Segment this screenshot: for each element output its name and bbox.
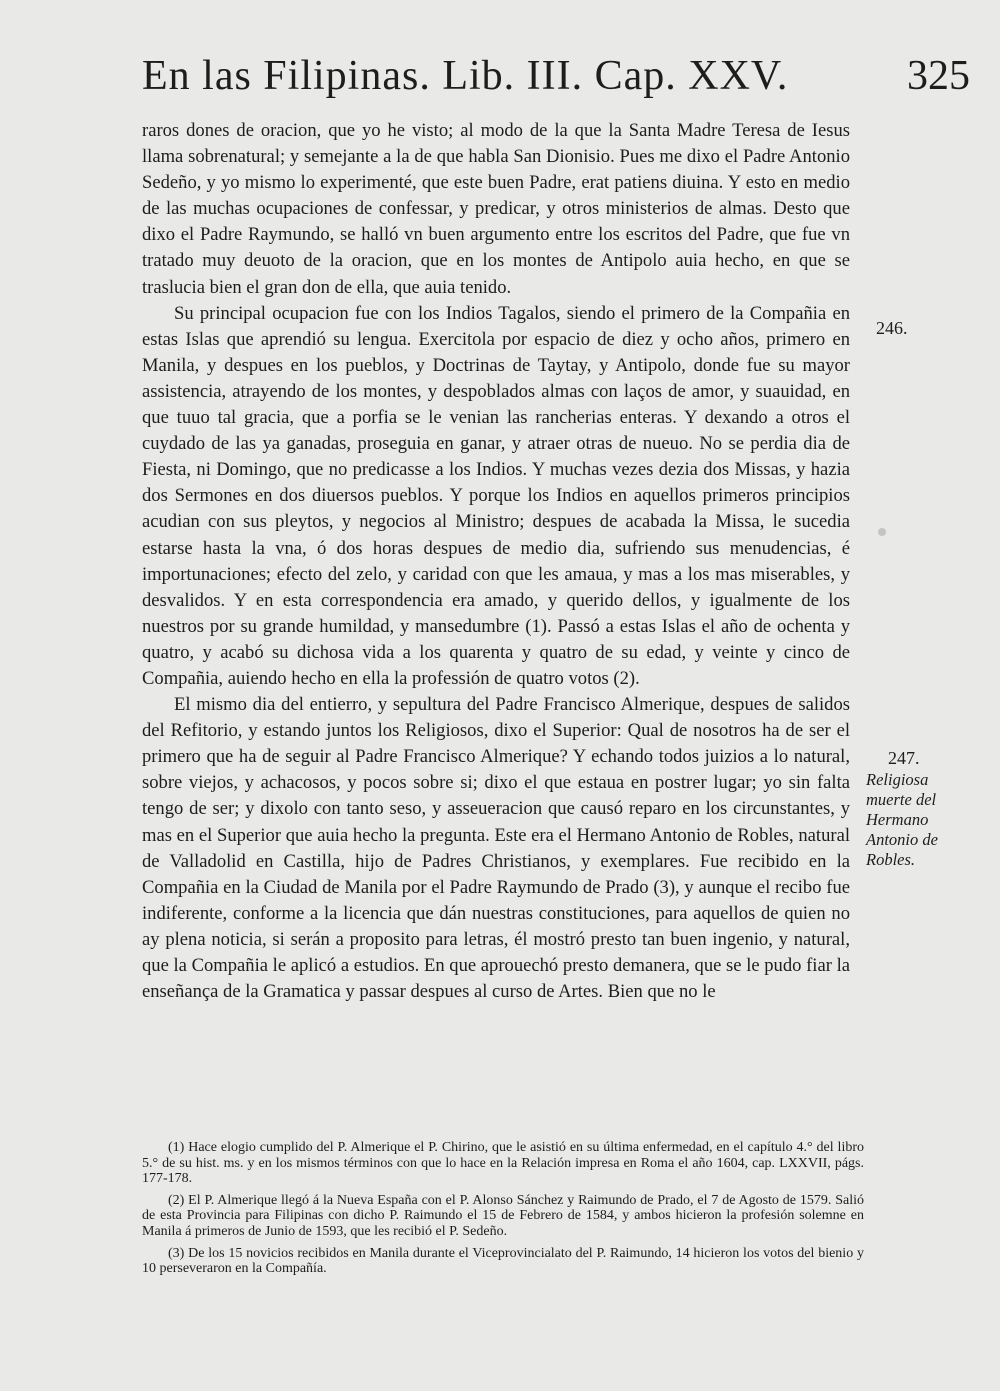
page-header [142,52,970,112]
footnote: (1) Hace elogio cumplido del P. Almerique el P. Chirino, que le asistió en su última enfermedad, en el capítulo 4.° del libro 5.° de su hist. ms. y en los mismos términos con que lo hace en la Relación impresa en Roma el año 1604, cap. LXXVII, págs. 177-178. [142,1140,864,1187]
page-blemish [878,528,886,536]
footnote: (3) De los 15 novicios recibidos en Manila durante el Viceprovincialato del P. Raimundo, 14 hicieron los votos del bienio y 10 perseveraron en la Compañía. [142,1245,864,1277]
footnote: (2) El P. Almerique llegó á la Nueva España con el P. Alonso Sánchez y Raimundo de Prado, el 7 de Agosto de 1579. Salió de esta Provincia para Filipinas con dicho P. Raimundo el 15 de Febrero de 1584, y ambos hicieron la profesión solemne en Manila á primeros de Junio de 1593, que les recibió el P. Sedeño. [142,1192,864,1239]
paragraph: El mismo dia del entierro, y sepultura del Padre Francisco Almerique, despues de salidos del Refitorio, y estando juntos los Religiosos, dixo el Superior: Qual de nosotros ha de ser el primero que ha de seguir al Padre Francisco Almerique? Y echando todos juizios a lo natural, sobre viejos, y achacosos, y pocos sobre si; dixo el que estaua en postrer lugar; yo sin falta tengo de ser; y dixolo con tanto seso, y asseueracion que causó reparo en los circunstantes, y mas en el Superior que auia hecho la pregunta. Este era el Hermano Antonio de Robles, natural de Valladolid en Castilla, hijo de Padres Christianos, y exemplares. Fue recibido en la Compañia en la Ciudad de Manila por el Padre Raymundo de Prado (3), y aunque el recibo fue indiferente, conforme a la licencia que dán nuestras constituciones, para aquellos de quien no ay plena noticia, si serán a proposito para letras, él mostró presto tan buen ingenio, y natural, que la Compañia le aplicó a estudios. En que aprouechó presto demanera, que se le pudo fiar la enseñança de la Gramatica y passar despues al curso de Artes. Bien que no le [142,694,850,1003]
paragraph: raros dones de oracion, que yo he visto; al modo de la que la Santa Madre Teresa de Iesus llama sobrenatural; y semejante a la de que habla San Dionisio. Pues me dixo el Padre Antonio Sedeño, y yo mismo lo experimenté, que este buen Padre, erat patiens diuina. Y esto en medio de las muchas ocupaciones de confessar, y predicar, y otros ministerios de almas. Desto que dixo el Padre Raymundo, se halló vn buen argumento entre los escritos del Padre, que fue vn tratado muy deuoto de la oracion, que en los montes de Antipolo auia hecho, en que se traslucia bien el gran don de ella, que auia tenido. [142,120,850,298]
paragraph: Su principal ocupacion fue con los Indios Tagalos, siendo el primero de la Compañia en estas Islas que aprendió su lengua. Exercitola por espacio de diez y ocho años, primero en Manila, y despues en los pueblos, y Doctrinas de Taytay, y Antipolo, donde fue su mayor assistencia, atrayendo de los montes, y despoblados almas con laços de amor, y suauidad, en que tuuo tal gracia, que a porfia se le venian las rancherias enteras. Y dexando a otros el cuydado de las ya ganadas, proseguia en ganar, y atraer otras de nueuo. No se perdia dia de Fiesta, ni Domingo, que no predicasse a los Indios. Y muchas vezes dezia dos Missas, y hazia dos Sermones en dos diuersos pueblos. Y porque los Indios en aquellos primeros principios acudian con sus pleytos, y negocios al Ministro; despues de acabada la Missa, le sucedia estarse hasta la vna, ó dos horas despues de medio dia, sufriendo sus menudencias, é importunaciones; efecto del zelo, y caridad con que les amaua, y mas a los mas miserables, y desvalidos. Y en esta correspondencia era amado, y querido dellos, y igualmente de los nuestros por su grande humildad, y mansedumbre (1). Passó a estas Islas el año de ochenta y quatro, y acabó su dichosa vida a los quarenta y quatro de su edad, y veinte y cinco de Compañia, auiendo hecho en ella la professión de quatro votos (2). [142,302,850,689]
page-number: 325 [907,53,970,99]
margin-note-247-number: 247. [888,748,920,768]
margin-note-246: 246. [876,318,908,338]
main-text [142,118,850,1005]
margin-note-247-text: Religiosa muerte del Hermano Antonio de Robles. [866,770,938,869]
footnotes [142,1140,864,1283]
running-title: En las Filipinas. Lib. III. Cap. XXV. [142,53,789,99]
